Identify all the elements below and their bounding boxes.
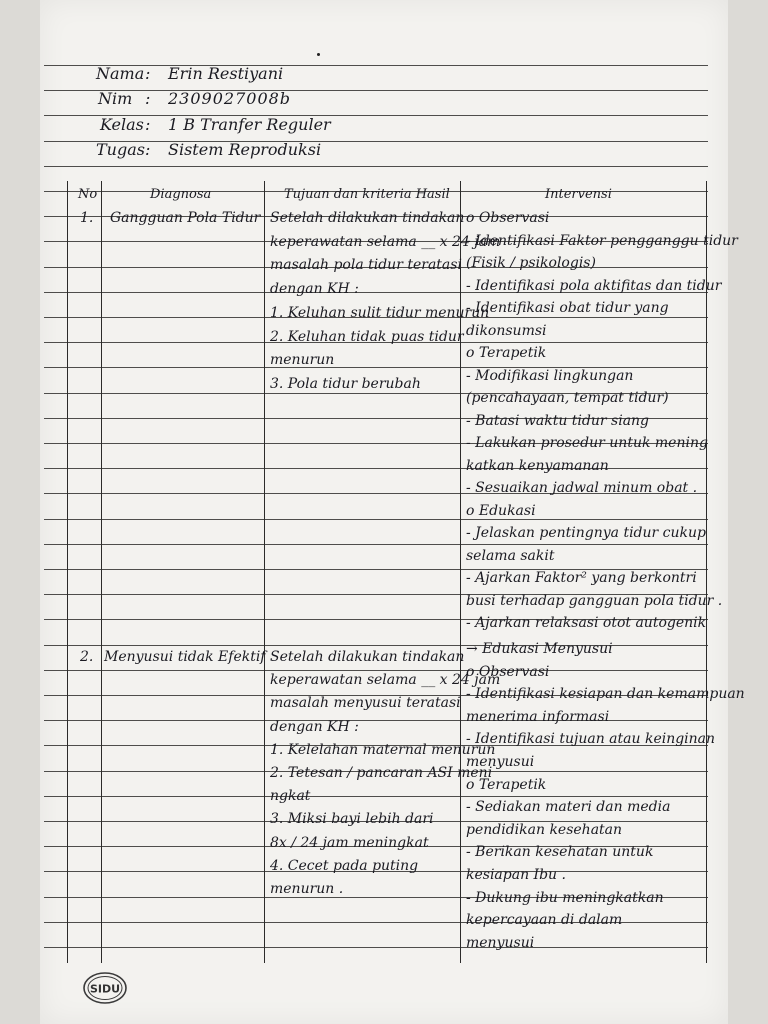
- intervensi-line: o Terapetik: [466, 776, 547, 793]
- row-2-diagnosa: Menyusui tidak Efektif: [104, 649, 266, 665]
- nama-value: Erin Restiyani: [168, 64, 284, 83]
- nim-label: Nim: [98, 89, 133, 108]
- sidu-logo-stamp: [82, 971, 128, 1005]
- tujuan-line: keperawatan selama __ x 24 jam: [270, 233, 501, 250]
- intervensi-line: - Lakukan prosedur untuk mening: [466, 435, 708, 451]
- tujuan-line: 2. Keluhan tidak puas tidur: [270, 328, 464, 345]
- intervensi-line: menyusui: [466, 754, 535, 770]
- tujuan-line: 1. Keluhan sulit tidur menurun: [270, 304, 490, 321]
- row-2-no: 2.: [80, 649, 94, 665]
- intervensi-line: o Terapetik: [466, 345, 547, 361]
- tugas-separator: :: [145, 140, 151, 159]
- tujuan-line: menurun: [270, 352, 335, 369]
- tujuan-line: 2. Tetesan / pancaran ASI meni: [270, 765, 493, 781]
- intervensi-line: - Identifikasi Faktor pengganggu tidur: [466, 232, 738, 249]
- tujuan-line: dengan KH :: [270, 718, 359, 735]
- intervensi-line: o Edukasi: [466, 502, 536, 519]
- header-no: No: [78, 187, 98, 202]
- intervensi-line: - Identifikasi tujuan atau keinginan: [466, 731, 716, 748]
- intervensi-line: - Ajarkan relaksasi otot autogenik: [466, 615, 707, 631]
- intervensi-line: - Dukung ibu meningkatkan: [466, 889, 664, 906]
- intervensi-line: kesiapan Ibu .: [466, 867, 566, 883]
- intervensi-line: (Fisik / psikologis): [466, 255, 596, 271]
- column-divider-diagnosa: [264, 181, 265, 963]
- ruled-line: [44, 947, 708, 948]
- ruled-line: [44, 544, 708, 545]
- tugas-label: Tugas: [96, 140, 145, 159]
- intervensi-line: - Jelaskan pentingnya tidur cukup: [466, 525, 706, 541]
- intervensi-line: kepercayaan di dalam: [466, 912, 623, 929]
- intervensi-line: → Edukasi Menyusui: [466, 641, 613, 657]
- ruled-line: [44, 166, 708, 167]
- column-divider-no: [101, 181, 102, 963]
- header-tujuan: Tujuan dan kriteria Hasil: [284, 187, 450, 202]
- ruled-line: [44, 670, 708, 671]
- intervensi-line: - Ajarkan Faktor² yang berkontri: [466, 570, 697, 586]
- intervensi-line: - Identifikasi pola aktifitas dan tidur: [466, 277, 722, 294]
- intervensi-line: menerima informasi: [466, 708, 610, 725]
- tujuan-line: masalah pola tidur teratasi: [270, 257, 462, 274]
- tujuan-line: ngkat: [270, 788, 311, 805]
- tujuan-line: Setelah dilakukan tindakan: [270, 649, 465, 665]
- intervensi-line: - Identifikasi kesiapan dan kemampuan: [466, 686, 745, 703]
- table-border-left: [67, 181, 68, 963]
- intervensi-line: menyusui: [466, 934, 535, 951]
- column-divider-tujuan: [460, 181, 461, 963]
- ruled-line: [44, 796, 708, 797]
- kelas-separator: :: [145, 115, 151, 134]
- tujuan-line: Setelah dilakukan tindakan: [270, 210, 465, 226]
- kelas-label: Kelas: [100, 115, 144, 134]
- tugas-value: Sistem Reproduksi: [168, 140, 322, 159]
- svg-text:SIDU: SIDU: [89, 982, 121, 996]
- intervensi-line: katkan kenyamanan: [466, 457, 609, 474]
- tujuan-line: 8x / 24 jam meningkat: [270, 834, 429, 851]
- intervensi-line: pendidikan kesehatan: [466, 821, 623, 838]
- intervensi-line: o Observasi: [466, 663, 550, 680]
- intervensi-line: - Sediakan materi dan media: [466, 799, 671, 816]
- intervensi-line: - Modifikasi lingkungan: [466, 367, 634, 384]
- table-border-right: [706, 181, 707, 963]
- tujuan-line: keperawatan selama __ x 24 jam: [270, 672, 501, 689]
- tujuan-line: dengan KH :: [270, 281, 359, 298]
- nama-label: Nama: [96, 64, 145, 83]
- nim-separator: :: [145, 89, 151, 108]
- intervensi-line: - Berikan kesehatan untuk: [466, 844, 654, 861]
- ruled-line: [44, 90, 708, 91]
- kelas-value: 1 B Tranfer Reguler: [168, 115, 331, 134]
- tujuan-line: 3. Pola tidur berubah: [270, 375, 421, 392]
- intervensi-line: - Identifikasi obat tidur yang: [466, 300, 669, 316]
- ruled-line: [44, 519, 708, 520]
- intervensi-line: busi terhadap gangguan pola tidur .: [466, 592, 723, 609]
- intervensi-line: - Sesuaikan jadwal minum obat .: [466, 480, 698, 496]
- intervensi-line: (pencahayaan, tempat tidur): [466, 390, 669, 406]
- pen-dot-mark: [317, 53, 320, 56]
- intervensi-line: o Observasi: [466, 210, 550, 226]
- tujuan-line: 1. Kelelahan maternal menurun: [270, 741, 496, 758]
- tujuan-line: masalah menyusui teratasi: [270, 695, 461, 712]
- intervensi-line: selama sakit: [466, 547, 555, 564]
- header-intervensi: Intervensi: [545, 187, 612, 202]
- row-1-no: 1.: [80, 210, 94, 226]
- row-1-diagnosa: Gangguan Pola Tidur: [110, 210, 261, 226]
- tujuan-line: 4. Cecet pada puting: [270, 857, 419, 874]
- nim-value: 2309027008b: [168, 89, 292, 108]
- tujuan-line: 3. Miksi bayi lebih dari: [270, 811, 434, 828]
- tujuan-line: menurun .: [270, 881, 344, 897]
- intervensi-line: dikonsumsi: [466, 322, 547, 339]
- header-diagnosa: Diagnosa: [150, 187, 212, 202]
- nama-separator: :: [145, 64, 151, 83]
- intervensi-line: - Batasi waktu tidur siang: [466, 412, 650, 429]
